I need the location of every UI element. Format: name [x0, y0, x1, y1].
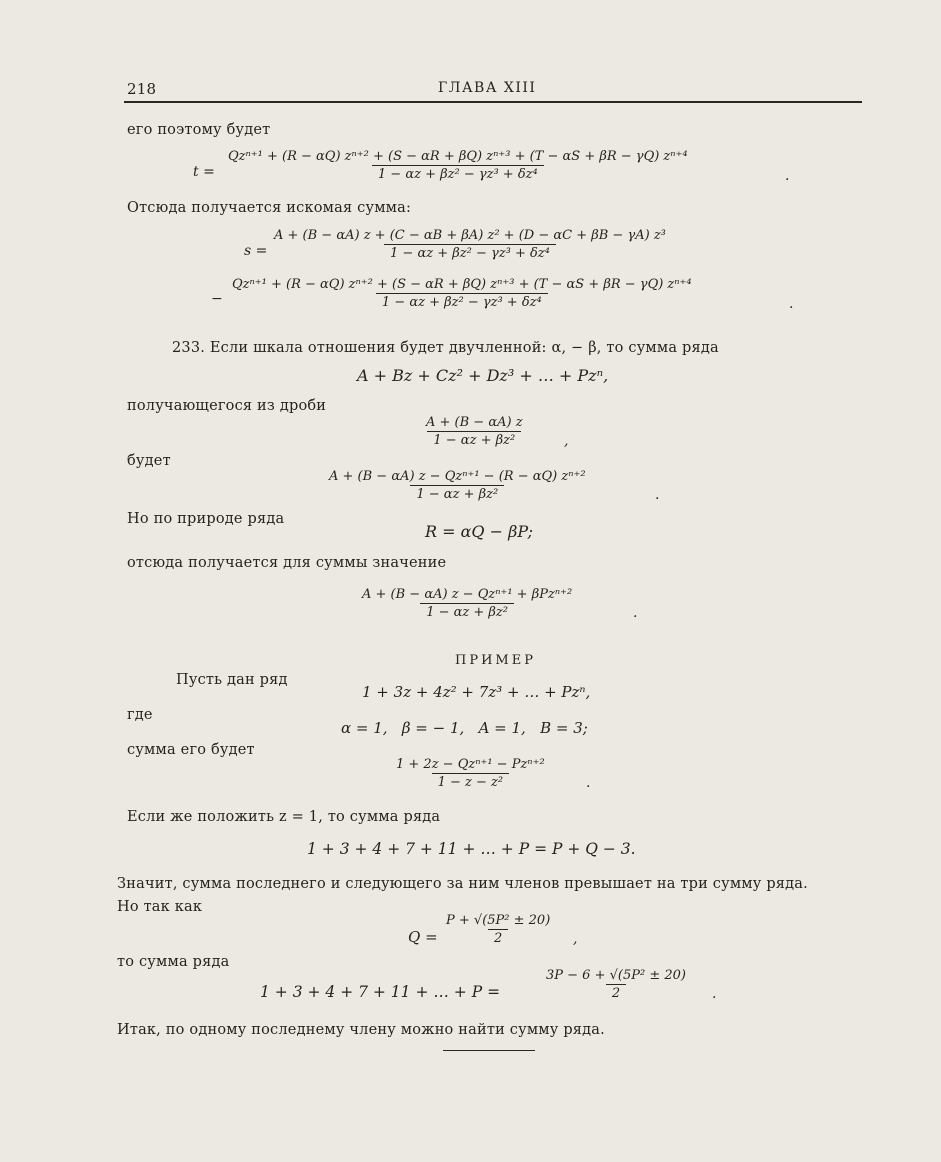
- fraction-denominator: 2: [606, 984, 626, 1001]
- formula-series: A + Bz + Cz² + Dz³ + … + Pzⁿ,: [357, 366, 609, 385]
- text-line: его поэтому будет: [127, 122, 271, 138]
- fraction-denominator: 1 − αz + βz²: [410, 485, 504, 502]
- fraction-numerator: Qzⁿ⁺¹ + (R − αQ) zⁿ⁺² + (S − αR + βQ) zⁿ⁺³ + (T − αS + βR − γQ) zⁿ⁺⁴: [228, 149, 688, 164]
- formula-t: [222, 149, 694, 182]
- formula-t-prefix: t =: [193, 164, 215, 180]
- formula-s-first-fraction: [268, 228, 672, 261]
- text-line: будет: [127, 453, 171, 469]
- text-line: Итак, по одному последнему члену можно найти сумму ряда.: [117, 1022, 605, 1038]
- fraction-numerator: A + (B − αA) z − Qzⁿ⁺¹ − (R − αQ) zⁿ⁺²: [329, 469, 586, 484]
- fraction-numerator: 3P − 6 + √(5P² ± 20): [546, 968, 686, 983]
- formula-example-sum: [390, 757, 551, 790]
- end-rule: [443, 1050, 535, 1051]
- fraction-denominator: 1 − z − z²: [432, 773, 510, 790]
- text-line: отсюда получается для суммы значение: [127, 555, 447, 571]
- fraction-numerator: P + √(5P² ± 20): [446, 913, 551, 928]
- fraction-numerator: A + (B − αA) z: [426, 415, 523, 430]
- formula-end: .: [633, 605, 638, 621]
- formula-t-end: .: [785, 168, 790, 184]
- paragraph-233: 233. Если шкала отношения будет двучленной: α, − β, то сумма ряда: [172, 340, 719, 356]
- formula-Q: [440, 913, 556, 946]
- text-line: Но так как: [117, 899, 203, 915]
- text-line: где: [127, 707, 153, 723]
- text-line: то сумма ряда: [117, 954, 230, 970]
- fraction-numerator: 1 + 2z − Qzⁿ⁺¹ − Pzⁿ⁺²: [396, 757, 545, 772]
- fraction-denominator: 1 − αz + βz²: [420, 603, 514, 620]
- running-head: ГЛАВА XIII: [438, 80, 537, 96]
- formula-s-second-fraction: [226, 277, 698, 310]
- formula-Q-prefix: Q =: [408, 928, 438, 946]
- text-line: Отсюда получается искомая сумма:: [127, 200, 412, 216]
- formula-sum: [323, 469, 592, 502]
- formula-final: [540, 968, 692, 1001]
- formula-generating-fraction: [420, 415, 529, 448]
- fraction-denominator: 1 − αz + βz² − γz³ + δz⁴: [384, 244, 556, 261]
- formula-s-end: .: [789, 296, 794, 312]
- formula-end: .: [655, 487, 660, 503]
- header-rule: [124, 101, 862, 103]
- fraction-denominator: 1 − αz + βz² − γz³ + δz⁴: [376, 293, 548, 310]
- formula-example-series: 1 + 3z + 4z² + 7z³ + … + Pzⁿ,: [362, 683, 591, 701]
- page-number: 218: [127, 80, 157, 98]
- formula-parameters: α = 1, β = − 1, A = 1, B = 3;: [341, 719, 588, 737]
- text-line: Пусть дан ряд: [176, 672, 288, 688]
- text-line: Значит, сумма последнего и следующего за ним членов превышает на три сумму ряда.: [117, 876, 808, 892]
- example-heading: ПРИМЕР: [455, 653, 536, 668]
- text-line: Но по природе ряда: [127, 511, 285, 527]
- formula-s-prefix: s =: [244, 243, 268, 259]
- fraction-denominator: 1 − αz + βz² − γz³ + δz⁴: [372, 165, 544, 182]
- formula-z-equals-1: 1 + 3 + 4 + 7 + 11 + … + P = P + Q − 3.: [307, 840, 636, 858]
- formula-final-prefix: 1 + 3 + 4 + 7 + 11 + … + P =: [260, 983, 501, 1001]
- formula-value: [356, 587, 578, 620]
- fraction-numerator: A + (B − αA) z + (C − αB + βA) z² + (D − αC + βB − γA) z³: [274, 228, 666, 243]
- formula-end: ,: [573, 931, 578, 947]
- text-line: получающегося из дроби: [127, 398, 327, 414]
- formula-R: R = αQ − βP;: [425, 522, 533, 541]
- formula-end: .: [712, 986, 717, 1002]
- fraction-numerator: A + (B − αA) z − Qzⁿ⁺¹ + βPzⁿ⁺²: [362, 587, 573, 602]
- formula-s-minus: −: [211, 291, 223, 307]
- text-line: сумма его будет: [127, 742, 255, 758]
- text-line: Если же положить z = 1, то сумма ряда: [127, 809, 441, 825]
- fraction-denominator: 2: [488, 929, 508, 946]
- fraction-denominator: 1 − αz + βz²: [427, 431, 521, 448]
- fraction-numerator: Qzⁿ⁺¹ + (R − αQ) zⁿ⁺² + (S − αR + βQ) zⁿ⁺³ + (T − αS + βR − γQ) zⁿ⁺⁴: [232, 277, 692, 292]
- formula-end: .: [586, 775, 591, 791]
- formula-end: ,: [564, 433, 569, 449]
